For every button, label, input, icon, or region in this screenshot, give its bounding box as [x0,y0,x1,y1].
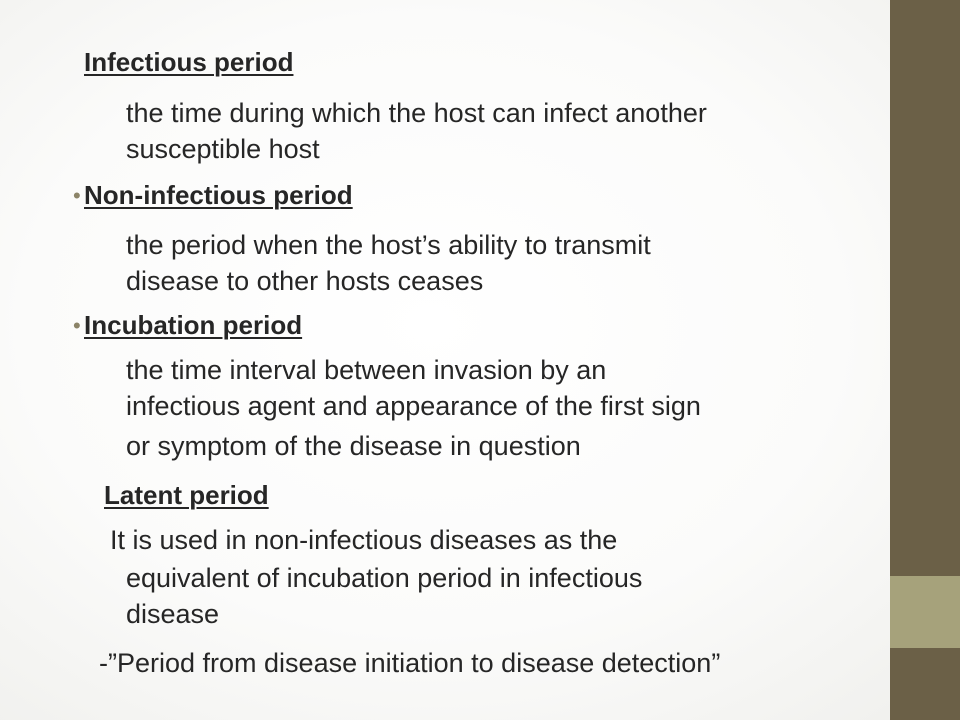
heading-incubation-period: Incubation period [84,310,303,340]
heading-latent-period: Latent period [104,480,269,510]
decorative-side-bar-accent [890,576,960,648]
incubation-period-definition-line-2: infectious agent and appearance of the first sign [126,391,701,421]
heading-non-infectious-period: Non-infectious period [84,180,353,210]
non-infectious-period-definition-line-1: the period when the host’s ability to transmit [126,230,651,260]
latent-period-definition-line-2: equivalent of incubation period in infectious [126,563,643,593]
latent-period-definition-line-3: disease [126,599,220,629]
infectious-period-definition-line-2: susceptible host [126,134,320,164]
bullet-marker: • [73,183,81,208]
incubation-period-definition-line-3: or symptom of the disease in question [126,431,581,461]
bullet-marker: • [73,313,81,338]
infectious-period-definition-line-1: the time during which the host can infect another [126,98,707,128]
non-infectious-period-definition-line-2: disease to other hosts ceases [126,266,484,296]
decorative-side-bar [890,0,960,720]
latent-period-definition-line-1: It is used in non-infectious diseases as the [110,525,618,555]
quote-line: -”Period from disease initiation to disease detection” [99,648,721,678]
heading-infectious-period: Infectious period [84,47,294,77]
incubation-period-definition-line-1: the time interval between invasion by an [126,355,607,385]
